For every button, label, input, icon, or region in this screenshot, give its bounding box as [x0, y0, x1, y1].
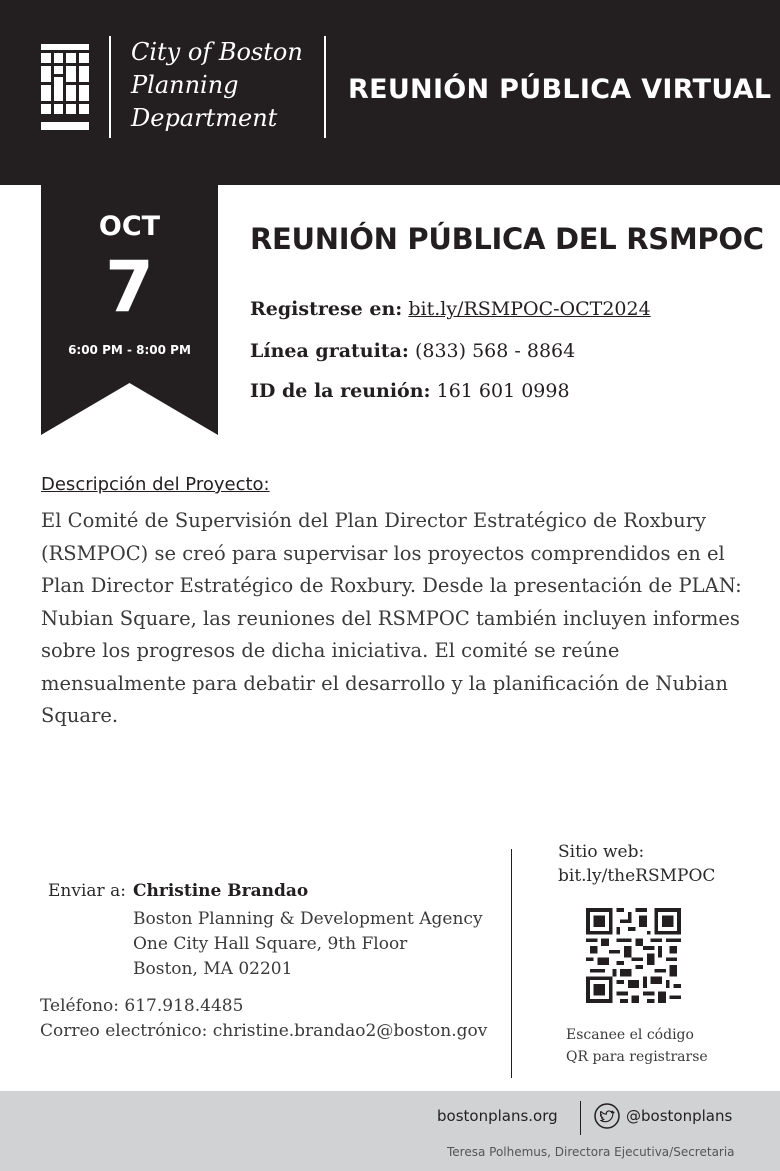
register-link[interactable]: bit.ly/RSMPOC-OCT2024 [408, 298, 651, 320]
address-line-1: Boston Planning & Development Agency [133, 909, 483, 929]
column-divider [511, 849, 512, 1078]
phone-row [250, 340, 575, 362]
footer-band [0, 1091, 780, 1171]
toll-free-number: (833) 568 - 8864 [414, 340, 576, 362]
address-line-2: One City Hall Square, 9th Floor [133, 934, 408, 954]
contact-name: Christine Brandao [133, 881, 309, 901]
description-body: El Comité de Supervisión del Plan Director Estratégico de Roxbury (RSMPOC) se creó para supervisar los proyectos comprendidos en el Plan Director Estratégico de Roxbury. Desde la presentación de PLAN: Nubian Square, las reuniones del RSMPOC también incluyen informes sobre los progresos de dicha iniciativa. El comité se reúne mensualmente para debatir el desarrollo y la planificación de Nubian Square. [41, 509, 742, 727]
website-url[interactable]: bit.ly/theRSMPOC [558, 866, 716, 886]
qr-caption-line-1: Escanee el código [566, 1027, 694, 1043]
meeting-id-label: ID de la reunión: [250, 380, 431, 402]
toll-free-label: Línea gratuita: [250, 340, 409, 362]
department-name-line-3: Department [131, 104, 278, 132]
department-name-line-2: Planning [131, 71, 239, 99]
date-month: OCT [98, 211, 161, 242]
header-divider [324, 36, 326, 138]
qr-caption-line-2: QR para registrarse [566, 1049, 708, 1065]
website-label: Sitio web: [558, 842, 645, 862]
qr-code-icon[interactable] [586, 908, 681, 1003]
send-to-label: Enviar a: [48, 881, 126, 901]
footer-divider [580, 1101, 581, 1135]
register-label: Registrese en: [250, 298, 403, 320]
address-line-3: Boston, MA 02201 [133, 959, 293, 979]
date-time: 6:00 PM - 8:00 PM [68, 343, 191, 357]
footer-twitter-handle[interactable]: @bostonplans [626, 1107, 733, 1125]
twitter-icon[interactable] [594, 1103, 620, 1129]
meeting-type-title: REUNIÓN PÚBLICA VIRTUAL [348, 74, 772, 105]
header-band [0, 0, 780, 185]
footer-website[interactable]: bostonplans.org [437, 1107, 558, 1125]
description-heading: Descripción del Proyecto: [41, 474, 270, 495]
department-name-line-1: City of Boston [131, 38, 303, 66]
date-ribbon [41, 185, 218, 441]
contact-phone: Teléfono: 617.918.4485 [40, 996, 244, 1016]
meeting-id-value: 161 601 0998 [436, 380, 570, 402]
footer-director: Teresa Polhemus, Directora Ejecutiva/Secretaria [447, 1145, 735, 1159]
meeting-id-row [250, 380, 570, 402]
department-name [109, 36, 303, 138]
contact-email: Correo electrónico: christine.brandao2@boston.gov [40, 1021, 488, 1041]
qr-caption [566, 1024, 708, 1068]
boston-city-hall-logo-icon [41, 44, 89, 130]
event-title: REUNIÓN PÚBLICA DEL RSMPOC [250, 222, 764, 256]
register-row [250, 298, 651, 320]
date-day: 7 [105, 246, 154, 328]
